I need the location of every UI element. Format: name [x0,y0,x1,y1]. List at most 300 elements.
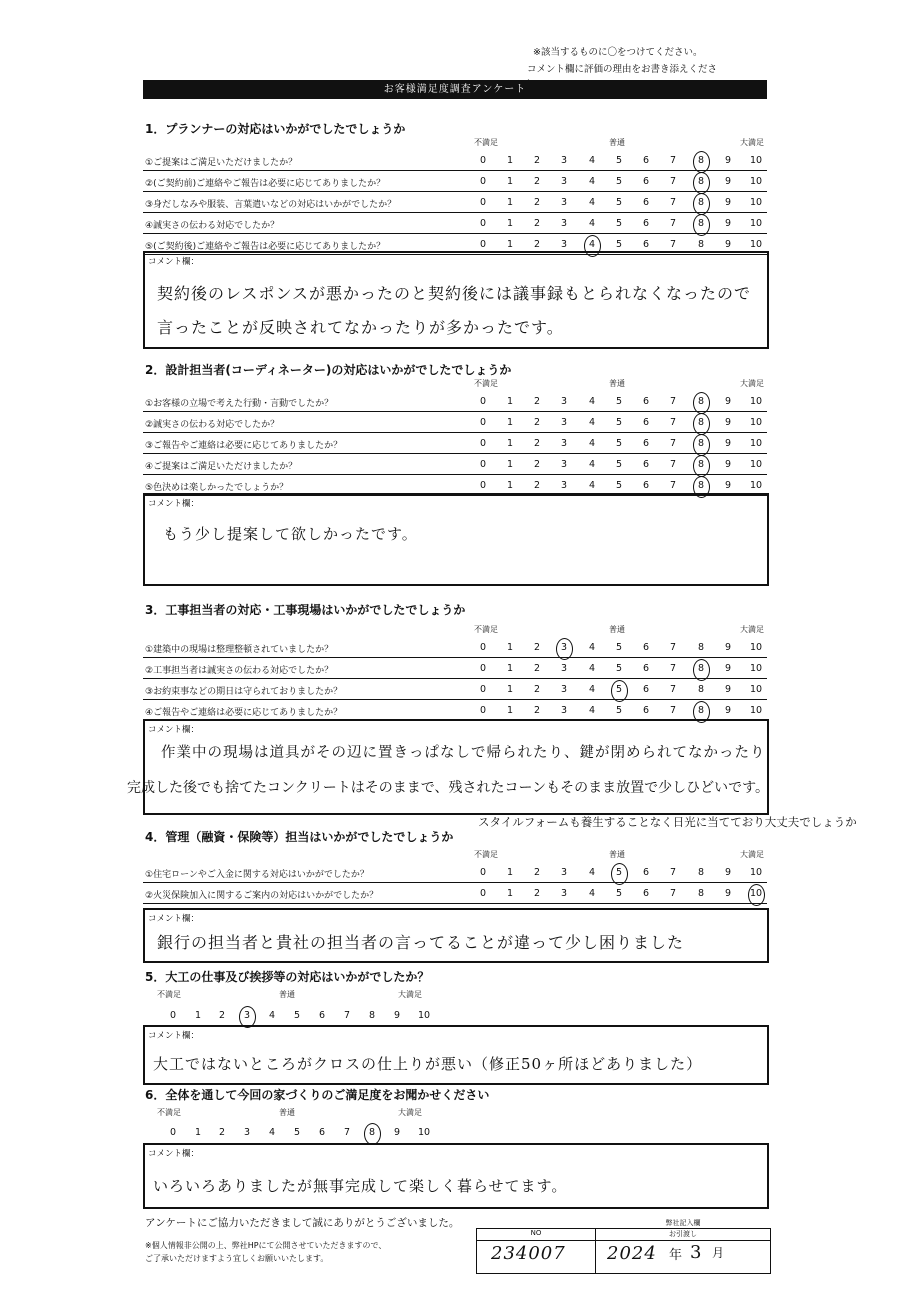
scale-option-3[interactable]: 3 [560,197,568,208]
scale-option-4[interactable]: 4 [588,438,596,449]
scale-option-2[interactable]: 2 [218,1010,226,1021]
question-row [143,171,767,192]
scale-option-4[interactable]: 4 [268,1127,276,1138]
scale-option-6[interactable]: 6 [642,642,650,653]
scale-option-6[interactable]: 6 [642,705,650,716]
table-year-unit: 年 [669,1248,684,1263]
scale-option-7[interactable]: 7 [343,1127,351,1138]
scale-option-5[interactable]: 5 [615,176,623,187]
scale-option-6[interactable]: 6 [642,459,650,470]
scale-option-5[interactable]: 5 [615,459,623,470]
section-1-title: 1．プランナーの対応はいかがでしたでしょうか [145,122,406,136]
scale-option-4[interactable]: 4 [588,684,596,695]
section-5-title: 5．大工の仕事及び挨拶等の対応はいかがでしたか？ [145,970,430,984]
scale-option-1[interactable]: 1 [506,176,514,187]
scale-option-0[interactable]: 0 [479,417,487,428]
scale-option-6[interactable]: 6 [642,867,650,878]
scale-option-10[interactable]: 10 [749,417,763,428]
scale-option-10[interactable]: 10 [749,218,763,229]
scale-option-6[interactable]: 6 [642,684,650,695]
question-text: ②誠実さの伝わる対応でしたか？ [145,420,280,430]
scale-option-8[interactable]: 8 [697,155,705,166]
scale-option-5[interactable]: 5 [615,663,623,674]
question-row [143,192,767,213]
scale-high-label: 大満足 [740,379,764,388]
scale-option-10[interactable]: 10 [749,396,763,407]
question-text: ②(ご契約前)ご連絡やご報告は必要に応じてありましたか？ [145,179,386,189]
scale-option-10[interactable]: 10 [749,663,763,674]
scale-option-4[interactable]: 4 [588,663,596,674]
scale-option-8[interactable]: 8 [697,239,705,250]
question-text: ①ご提案はご満足いただけましたか？ [145,158,298,168]
scale-option-0[interactable]: 0 [479,888,487,899]
question-row [143,700,767,721]
scale-option-5[interactable]: 5 [615,888,623,899]
scale-option-5[interactable]: 5 [615,155,623,166]
scale-option-6[interactable]: 6 [642,155,650,166]
question-text: ④ご報告やご連絡は必要に応じてありましたか？ [145,708,343,718]
scale-option-1[interactable]: 1 [194,1127,202,1138]
section-4-comment-line-1: 銀行の担当者と貴社の担当者の言ってることが違って少し困りました [157,933,685,952]
scale-option-4[interactable]: 4 [588,239,596,250]
scale-option-4[interactable]: 4 [588,642,596,653]
scale-option-9[interactable]: 9 [393,1127,401,1138]
scale-option-5[interactable]: 5 [615,480,623,491]
scale-option-2[interactable]: 2 [533,867,541,878]
scale-mid-label: 普通 [279,1108,295,1117]
scale-option-6[interactable]: 6 [642,417,650,428]
selected-answer-circle [364,1123,381,1145]
scale-option-5[interactable]: 5 [615,239,623,250]
section-5-comment-box [143,1025,769,1085]
comment-label: コメント欄： [148,725,200,735]
comment-label: コメント欄： [148,499,200,509]
selected-answer-circle [693,151,710,173]
scale-option-7[interactable]: 7 [669,684,677,695]
section-5-scale [0,1005,920,1025]
section-4-title: 4．管理（融資・保険等）担当はいかがでしたでしょうか [145,830,454,844]
section-3-comment-line-2: 完成した後でも捨てたコンクリートはそのままで、残されたコーンもそのまま放置で少しひどいです。 [127,780,770,796]
instruction-note-2: コメント欄に評価の理由をお書き添えくださ [527,64,718,75]
question-row [143,883,767,904]
question-text: ①お客様の立場で考えた行動・言動でしたか？ [145,399,334,409]
survey-title: お客様満足度調査アンケート [143,80,767,99]
section-2-comment-line-1: もう少し提案して欲しかったです。 [163,525,418,543]
question-row [143,637,767,658]
scale-option-3[interactable]: 3 [560,663,568,674]
section-6-comment-line-1: いろいろありましたが無事完成して楽しく暮らせてます。 [153,1177,568,1195]
scale-option-0[interactable]: 0 [479,176,487,187]
scale-option-5[interactable]: 5 [615,396,623,407]
scale-option-3[interactable]: 3 [560,155,568,166]
scale-option-1[interactable]: 1 [506,239,514,250]
scale-option-6[interactable]: 6 [642,176,650,187]
scale-option-4[interactable]: 4 [588,480,596,491]
scale-option-8[interactable]: 8 [697,396,705,407]
question-text: ①住宅ローンやご入金に関する対応はいかがでしたか？ [145,870,369,880]
footer-privacy-line-2: ご了承いただけますよう宜しくお願いいたします。 [145,1254,329,1263]
section-6-comment-box [143,1143,769,1209]
scale-option-7[interactable]: 7 [669,459,677,470]
scale-option-4[interactable]: 4 [588,176,596,187]
scale-option-2[interactable]: 2 [533,459,541,470]
scale-option-0[interactable]: 0 [479,642,487,653]
scale-option-6[interactable]: 6 [642,239,650,250]
section-3-extra-comment: スタイルフォームも養生することなく日光に当てており大丈夫でしょうか [478,815,857,829]
scale-low-label: 不満足 [474,625,498,634]
scale-option-0[interactable]: 0 [169,1010,177,1021]
scale-option-1[interactable]: 1 [506,396,514,407]
selected-answer-circle [693,214,710,236]
table-divider [595,1229,596,1273]
scale-option-8[interactable]: 8 [697,459,705,470]
scale-option-7[interactable]: 7 [669,867,677,878]
footer-thanks: アンケートにご協力いただきまして誠にありがとうございました。 [145,1217,460,1229]
scale-option-0[interactable]: 0 [479,480,487,491]
scale-option-10[interactable]: 10 [749,684,763,695]
scale-option-10[interactable]: 10 [749,642,763,653]
scale-option-7[interactable]: 7 [669,438,677,449]
scale-option-0[interactable]: 0 [479,663,487,674]
scale-mid-label: 普通 [609,625,625,634]
comment-label: コメント欄： [148,257,200,267]
section-1-comment-line-2: 言ったことが反映されてなかったりが多かったです。 [157,318,564,337]
scale-option-3[interactable]: 3 [560,218,568,229]
scale-option-0[interactable]: 0 [479,459,487,470]
scale-option-10[interactable]: 10 [749,888,763,899]
selected-answer-circle [693,659,710,681]
scale-option-1[interactable]: 1 [506,888,514,899]
scale-option-5[interactable]: 5 [615,642,623,653]
scale-option-4[interactable]: 4 [588,396,596,407]
scale-option-10[interactable]: 10 [417,1010,431,1021]
scale-option-4[interactable]: 4 [588,218,596,229]
scale-option-8[interactable]: 8 [697,867,705,878]
scale-option-10[interactable]: 10 [749,480,763,491]
scale-high-label: 大満足 [398,1108,422,1117]
scale-option-8[interactable]: 8 [697,684,705,695]
scale-option-2[interactable]: 2 [533,642,541,653]
scale-option-1[interactable]: 1 [506,642,514,653]
question-row [143,150,767,171]
scale-option-2[interactable]: 2 [533,705,541,716]
table-header-date [596,1219,770,1241]
scale-option-3[interactable]: 3 [560,239,568,250]
selected-answer-circle [693,413,710,435]
scale-option-2[interactable]: 2 [533,218,541,229]
scale-option-9[interactable]: 9 [724,396,732,407]
scale-option-8[interactable]: 8 [697,705,705,716]
scale-option-1[interactable]: 1 [506,480,514,491]
scale-option-1[interactable]: 1 [506,438,514,449]
scale-option-9[interactable]: 9 [724,176,732,187]
scale-option-10[interactable]: 10 [749,705,763,716]
scale-option-1[interactable]: 1 [506,867,514,878]
question-row [143,862,767,883]
scale-option-8[interactable]: 8 [697,176,705,187]
scale-option-3[interactable]: 3 [560,867,568,878]
scale-option-2[interactable]: 2 [533,684,541,695]
scale-option-9[interactable]: 9 [724,155,732,166]
scale-option-6[interactable]: 6 [642,480,650,491]
scale-option-7[interactable]: 7 [669,705,677,716]
scale-option-5[interactable]: 5 [615,197,623,208]
scale-option-4[interactable]: 4 [588,459,596,470]
scale-option-5[interactable]: 5 [615,705,623,716]
scale-option-3[interactable]: 3 [243,1127,251,1138]
scale-mid-label: 普通 [609,379,625,388]
scale-option-2[interactable]: 2 [533,663,541,674]
scale-option-2[interactable]: 2 [533,480,541,491]
scale-option-7[interactable]: 7 [669,155,677,166]
scale-option-9[interactable]: 9 [724,417,732,428]
scale-option-9[interactable]: 9 [724,197,732,208]
scale-option-9[interactable]: 9 [724,218,732,229]
scale-option-3[interactable]: 3 [560,417,568,428]
scale-option-3[interactable]: 3 [560,684,568,695]
scale-option-2[interactable]: 2 [533,197,541,208]
scale-option-9[interactable]: 9 [724,888,732,899]
scale-option-3[interactable]: 3 [560,396,568,407]
section-4-comment-box [143,908,769,963]
scale-option-0[interactable]: 0 [479,197,487,208]
scale-option-4[interactable]: 4 [588,867,596,878]
scale-option-6[interactable]: 6 [642,396,650,407]
scale-option-1[interactable]: 1 [506,218,514,229]
scale-option-3[interactable]: 3 [560,888,568,899]
scale-option-6[interactable]: 6 [642,888,650,899]
scale-option-2[interactable]: 2 [533,239,541,250]
scale-option-2[interactable]: 2 [533,417,541,428]
scale-option-10[interactable]: 10 [749,438,763,449]
scale-option-5[interactable]: 5 [293,1127,301,1138]
question-row [143,412,767,433]
scale-option-3[interactable]: 3 [243,1010,251,1021]
instruction-note-1: ※該当するものに〇をつけてください。 [533,47,703,58]
scale-option-0[interactable]: 0 [479,867,487,878]
scale-option-9[interactable]: 9 [724,867,732,878]
comment-label: コメント欄： [148,1149,200,1159]
scale-option-1[interactable]: 1 [506,459,514,470]
selected-answer-circle [693,172,710,194]
table-header-company: 弊社記入欄 [665,1219,701,1227]
scale-option-8[interactable]: 8 [697,888,705,899]
scale-option-1[interactable]: 1 [506,197,514,208]
scale-option-2[interactable]: 2 [533,396,541,407]
scale-option-7[interactable]: 7 [669,663,677,674]
scale-option-8[interactable]: 8 [368,1010,376,1021]
scale-option-3[interactable]: 3 [560,459,568,470]
scale-option-1[interactable]: 1 [194,1010,202,1021]
table-header-no: NO [477,1229,595,1241]
scale-option-10[interactable]: 10 [749,155,763,166]
scale-mid-label: 普通 [609,850,625,859]
scale-option-4[interactable]: 4 [588,888,596,899]
question-text: ③お約束事などの期日は守られておりましたか？ [145,687,343,697]
selected-answer-circle [611,680,628,702]
scale-option-9[interactable]: 9 [724,239,732,250]
scale-option-7[interactable]: 7 [669,888,677,899]
company-info-table [476,1219,771,1274]
scale-option-3[interactable]: 3 [560,438,568,449]
scale-option-0[interactable]: 0 [169,1127,177,1138]
scale-option-2[interactable]: 2 [533,438,541,449]
scale-option-0[interactable]: 0 [479,396,487,407]
scale-option-6[interactable]: 6 [642,663,650,674]
scale-option-7[interactable]: 7 [669,176,677,187]
scale-option-2[interactable]: 2 [218,1127,226,1138]
scale-option-9[interactable]: 9 [724,480,732,491]
scale-option-10[interactable]: 10 [749,867,763,878]
scale-option-1[interactable]: 1 [506,684,514,695]
scale-option-2[interactable]: 2 [533,888,541,899]
table-year-value: 2024 [607,1243,657,1264]
scale-option-7[interactable]: 7 [669,218,677,229]
table-month-unit: 月 [712,1246,726,1260]
scale-option-7[interactable]: 7 [343,1010,351,1021]
scale-option-5[interactable]: 5 [615,218,623,229]
scale-option-8[interactable]: 8 [697,642,705,653]
scale-option-9[interactable]: 9 [724,459,732,470]
scale-option-9[interactable]: 9 [724,663,732,674]
scale-option-5[interactable]: 5 [293,1010,301,1021]
question-text: ②工事担当者は誠実さの伝わる対応でしたか？ [145,666,334,676]
scale-high-label: 大満足 [740,625,764,634]
section-6-scale [0,1122,920,1142]
table-header-handover: お引渡し [669,1230,697,1238]
selected-answer-circle [748,884,765,906]
section-1-comment-line-1: 契約後のレスポンスが悪かったのと契約後には議事録もとられなくなったので [157,284,752,303]
scale-low-label: 不満足 [157,990,181,999]
scale-option-8[interactable]: 8 [697,218,705,229]
comment-label: コメント欄： [148,914,200,924]
scale-option-6[interactable]: 6 [318,1127,326,1138]
scale-option-1[interactable]: 1 [506,155,514,166]
scale-option-3[interactable]: 3 [560,480,568,491]
scale-option-10[interactable]: 10 [749,459,763,470]
scale-option-3[interactable]: 3 [560,642,568,653]
question-row [143,213,767,234]
scale-option-1[interactable]: 1 [506,663,514,674]
scale-option-0[interactable]: 0 [479,218,487,229]
scale-mid-label: 普通 [279,990,295,999]
scale-option-4[interactable]: 4 [588,155,596,166]
scale-option-10[interactable]: 10 [749,239,763,250]
scale-option-0[interactable]: 0 [479,239,487,250]
scale-option-9[interactable]: 9 [724,642,732,653]
scale-option-8[interactable]: 8 [697,438,705,449]
section-2-comment-box [143,493,769,586]
selected-answer-circle [556,638,573,660]
scale-option-0[interactable]: 0 [479,155,487,166]
question-row [143,679,767,700]
scale-option-6[interactable]: 6 [642,438,650,449]
scale-option-4[interactable]: 4 [268,1010,276,1021]
scale-option-9[interactable]: 9 [724,438,732,449]
scale-option-9[interactable]: 9 [724,684,732,695]
scale-option-10[interactable]: 10 [749,197,763,208]
selected-answer-circle [693,392,710,414]
comment-label: コメント欄： [148,1031,200,1041]
scale-option-0[interactable]: 0 [479,705,487,716]
section-5-comment-line-1: 大工ではないところがクロスの仕上りが悪い（修正50ヶ所ほどありました） [153,1055,703,1073]
scale-option-2[interactable]: 2 [533,155,541,166]
question-text: ⑤(ご契約後)ご連絡やご報告は必要に応じてありましたか？ [145,242,386,252]
question-row [143,433,767,454]
scale-option-5[interactable]: 5 [615,867,623,878]
question-text: ③ご報告やご連絡は必要に応じてありましたか？ [145,441,343,451]
selected-answer-circle [693,193,710,215]
question-row [143,454,767,475]
section-2-title: 2．設計担当者(コーディネーター)の対応はいかがでしたでしょうか [145,363,512,377]
scale-option-4[interactable]: 4 [588,197,596,208]
scale-option-0[interactable]: 0 [479,684,487,695]
scale-mid-label: 普通 [609,138,625,147]
scale-option-7[interactable]: 7 [669,642,677,653]
selected-answer-circle [693,434,710,456]
scale-low-label: 不満足 [157,1108,181,1117]
question-text: ③身だしなみや服装、言葉遣いなどの対応はいかがでしたか？ [145,200,397,210]
scale-option-5[interactable]: 5 [615,438,623,449]
scale-option-6[interactable]: 6 [642,197,650,208]
scale-option-8[interactable]: 8 [697,417,705,428]
question-text: ⑤色決めは楽しかったでしょうか？ [145,483,289,493]
scale-option-0[interactable]: 0 [479,438,487,449]
question-text: ④誠実さの伝わる対応でしたか？ [145,221,280,231]
scale-option-10[interactable]: 10 [417,1127,431,1138]
scale-option-6[interactable]: 6 [318,1010,326,1021]
scale-option-1[interactable]: 1 [506,417,514,428]
scale-option-7[interactable]: 7 [669,239,677,250]
scale-high-label: 大満足 [398,990,422,999]
scale-high-label: 大満足 [740,850,764,859]
scale-option-5[interactable]: 5 [615,684,623,695]
scale-low-label: 不満足 [474,850,498,859]
scale-option-2[interactable]: 2 [533,176,541,187]
scale-option-8[interactable]: 8 [697,480,705,491]
scale-option-6[interactable]: 6 [642,218,650,229]
scale-option-9[interactable]: 9 [393,1010,401,1021]
table-month-value: 3 [690,1242,703,1263]
scale-option-8[interactable]: 8 [697,197,705,208]
footer-privacy-line-1: ※個人情報非公開の上、弊社HPにて公開させていただきますので、 [145,1241,387,1250]
scale-option-7[interactable]: 7 [669,197,677,208]
scale-option-9[interactable]: 9 [724,705,732,716]
scale-option-7[interactable]: 7 [669,396,677,407]
question-row [143,658,767,679]
scale-option-1[interactable]: 1 [506,705,514,716]
question-text: ②火災保険加入に関するご案内の対応はいかがでしたか？ [145,891,379,901]
section-3-title: 3．工事担当者の対応・工事現場はいかがでしたでしょうか [145,603,466,617]
scale-option-10[interactable]: 10 [749,176,763,187]
scale-low-label: 不満足 [474,379,498,388]
scale-option-3[interactable]: 3 [560,176,568,187]
section-3-comment-box [127,719,770,815]
scale-option-4[interactable]: 4 [588,417,596,428]
question-text: ①建築中の現場は整理整頓されていましたか？ [145,645,334,655]
scale-option-8[interactable]: 8 [697,663,705,674]
section-3-comment-line-1: 作業中の現場は道具がその辺に置きっぱなしで帰られたり、鍵が閉められてなかったり [161,745,766,761]
section-6-title: 6．全体を通して今回の家づくりのご満足度をお聞かせください [145,1088,490,1102]
scale-option-7[interactable]: 7 [669,417,677,428]
scale-option-7[interactable]: 7 [669,480,677,491]
selected-answer-circle [693,455,710,477]
scale-option-5[interactable]: 5 [615,417,623,428]
section-1-comment-box [143,251,769,349]
scale-option-4[interactable]: 4 [588,705,596,716]
scale-option-8[interactable]: 8 [368,1127,376,1138]
scale-option-3[interactable]: 3 [560,705,568,716]
